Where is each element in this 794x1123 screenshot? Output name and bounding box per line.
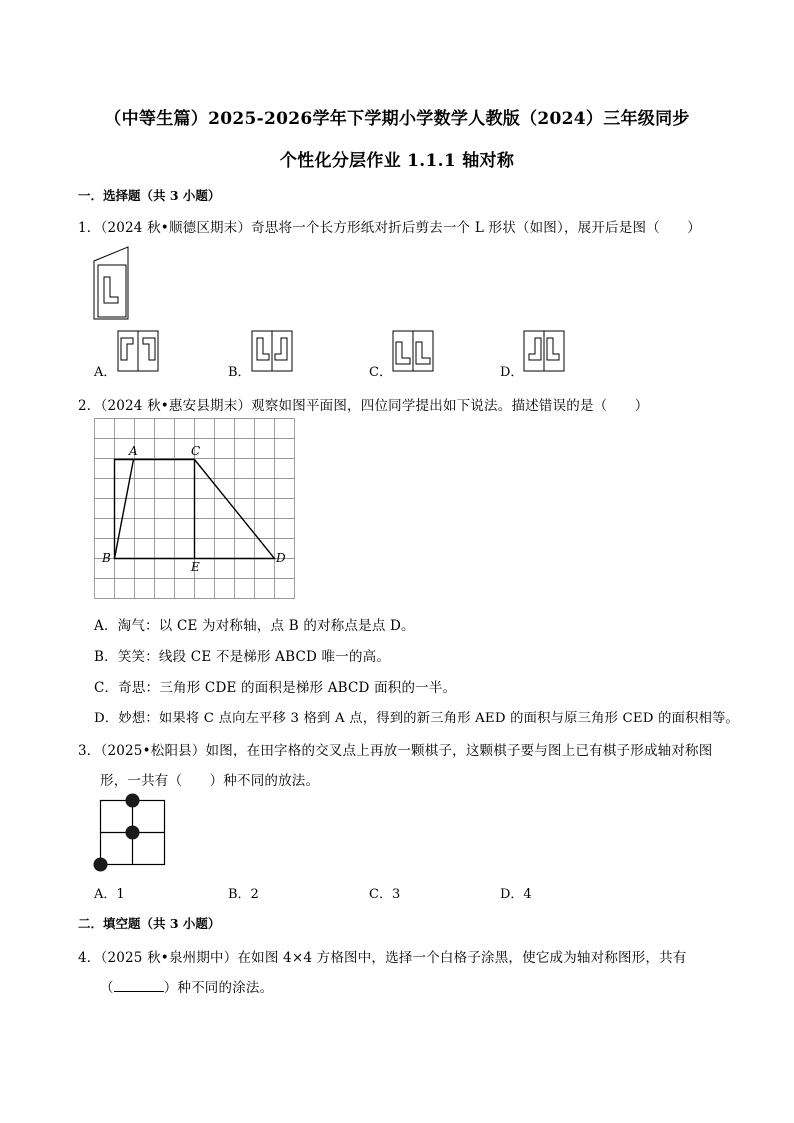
question-2-option-d[interactable]: D．妙想：如果将 C 点向左平移 3 格到 A 点，得到的新三角形 AED 的面积与原三角形 CED 的面积相等。 bbox=[94, 711, 740, 726]
question-1-option-a-label[interactable]: A． bbox=[94, 365, 117, 380]
question-3-text-line-2: 形，一共有（ ）种不同的放法。 bbox=[100, 773, 320, 789]
point-label-b: B bbox=[102, 551, 111, 565]
question-2-text: 2．（2024 秋•惠安县期末）观察如图平面图，四位同学提出如下说法。描述错误的是（ ） bbox=[78, 398, 649, 414]
tian-grid-figure bbox=[92, 792, 168, 876]
question-1-option-d-label[interactable]: D． bbox=[500, 365, 524, 380]
option-c-figure[interactable] bbox=[392, 330, 436, 374]
question-2-option-b[interactable]: B．笑笑：线段 CE 不是梯形 ABCD 唯一的高。 bbox=[94, 649, 391, 665]
title-line-2: 个性化分层作业 1.1.1 轴对称 bbox=[279, 151, 515, 171]
question-3-option-d[interactable]: D．4 bbox=[500, 887, 532, 902]
title-line-1: （中等生篇）2025-2026学年下学期小学数学人教版（2024）三年级同步 bbox=[104, 109, 690, 129]
section-heading-choice: 一．选择题（共 3 小题） bbox=[78, 188, 221, 203]
point-label-e: E bbox=[191, 560, 200, 574]
trapezoid-grid-figure bbox=[92, 418, 298, 602]
question-2-option-a[interactable]: A．淘气：以 CE 为对称轴，点 B 的对称点是点 D。 bbox=[94, 618, 415, 634]
question-1-text: 1．（2024 秋•顺德区期末）奇思将一个长方形纸对折后剪去一个 L 形状（如图），展开后是图（ ） bbox=[78, 220, 701, 236]
question-4-text-line-1: 4．（2025 秋•泉州期中）在如图 4×4 方格图中，选择一个白格子涂黑，使它成为轴对称图形，共有 bbox=[78, 950, 687, 966]
question-3-option-b[interactable]: B．2 bbox=[228, 887, 259, 902]
question-4-text-line-2 bbox=[100, 976, 273, 996]
section-heading-fill: 二．填空题（共 3 小题） bbox=[78, 916, 221, 931]
chess-piece-center bbox=[126, 826, 140, 840]
option-a-figure[interactable] bbox=[117, 330, 161, 374]
question-3-text-line-1: 3．（2025•松阳县）如图，在田字格的交叉点上再放一颗棋子，这颗棋子要与图上已有棋子形成轴对称图 bbox=[78, 743, 713, 759]
point-label-d: D bbox=[276, 551, 286, 565]
question-2-option-c[interactable]: C．奇思：三角形 CDE 的面积是梯形 ABCD 面积的一半。 bbox=[94, 680, 457, 696]
point-label-c: C bbox=[191, 444, 201, 458]
chess-piece-bottom-left bbox=[94, 858, 108, 872]
question-1-option-b-label[interactable]: B． bbox=[228, 365, 251, 380]
question-3-option-a[interactable]: A．1 bbox=[94, 887, 125, 902]
chess-piece-top bbox=[126, 794, 140, 808]
option-b-figure[interactable] bbox=[251, 330, 295, 374]
question-4-open-paren: （ bbox=[100, 980, 114, 996]
folded-paper-figure bbox=[92, 245, 134, 323]
question-3-option-c[interactable]: C．3 bbox=[369, 887, 401, 902]
question-4-close-text: ）种不同的涂法。 bbox=[163, 980, 274, 996]
question-1-option-c-label[interactable]: C． bbox=[369, 365, 392, 380]
option-d-figure[interactable] bbox=[523, 330, 567, 374]
point-label-a: A bbox=[129, 444, 138, 458]
segment-ab bbox=[115, 460, 134, 559]
answer-blank[interactable] bbox=[114, 977, 164, 992]
